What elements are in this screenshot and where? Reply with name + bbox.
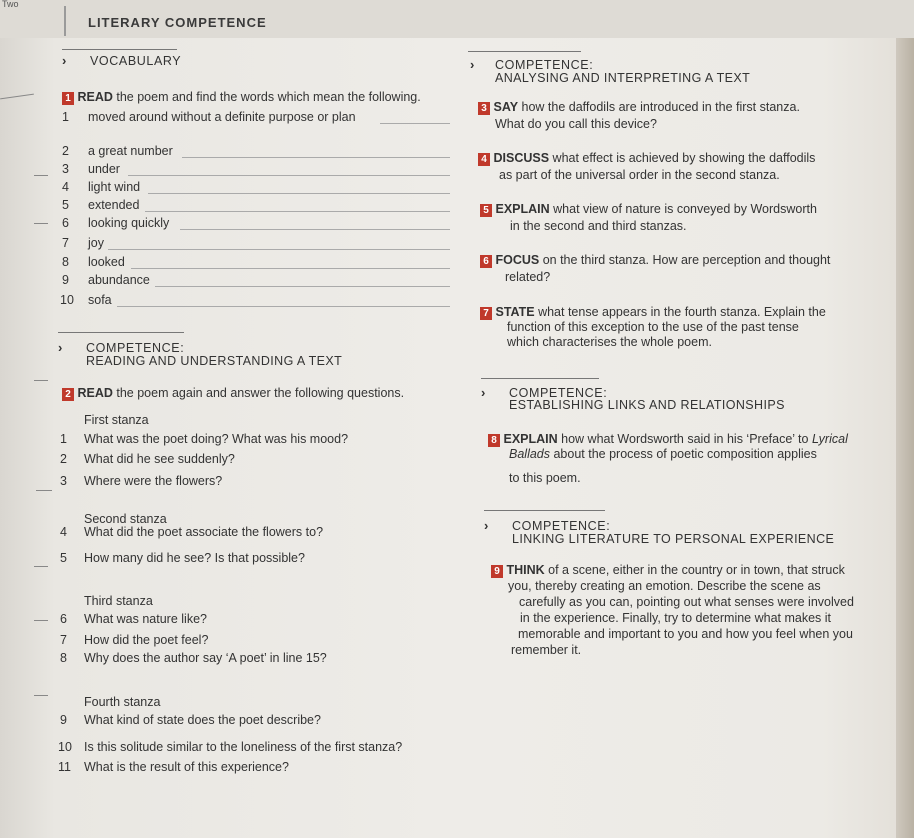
question-number: 5 bbox=[60, 551, 67, 565]
page-title: LITERARY COMPETENCE bbox=[88, 15, 267, 30]
exercise-text: of a scene, either in the country or in town, that struck bbox=[544, 563, 845, 577]
question-text: How did the poet feel? bbox=[84, 633, 209, 647]
chevron-right-icon: › bbox=[58, 340, 63, 355]
question-text: Why does the author say ‘A poet’ in line 15? bbox=[84, 651, 327, 665]
answer-line bbox=[108, 249, 450, 250]
exercise-number: 1 bbox=[62, 92, 74, 105]
margin-mark bbox=[34, 380, 48, 381]
exercise-number: 8 bbox=[488, 434, 500, 447]
question-number: 1 bbox=[60, 432, 67, 446]
exercise-text: how the daffodils are introduced in the first stanza. bbox=[518, 100, 800, 114]
chevron-right-icon: › bbox=[62, 53, 67, 68]
question-text: Where were the flowers? bbox=[84, 474, 223, 488]
header-divider bbox=[64, 6, 66, 36]
stanza-title: Fourth stanza bbox=[84, 695, 161, 709]
question-number: 4 bbox=[60, 525, 67, 539]
answer-line bbox=[380, 123, 450, 124]
exercise-text: carefully as you can, pointing out what senses were involved bbox=[519, 595, 854, 609]
vocabulary-definition: looked bbox=[88, 255, 125, 269]
exercise-number: 9 bbox=[491, 565, 503, 578]
personal-competence: COMPETENCE: bbox=[512, 519, 611, 533]
exercise-text: about the process of poetic composition applies bbox=[550, 447, 817, 461]
exercise-verb: READ bbox=[77, 90, 113, 104]
vocabulary-number: 2 bbox=[62, 144, 69, 158]
exercise-text: What do you call this device? bbox=[495, 117, 657, 131]
exercise-text: the poem and find the words which mean the following. bbox=[112, 90, 421, 104]
margin-mark bbox=[0, 94, 34, 100]
vocabulary-number: 1 bbox=[62, 110, 69, 124]
vocabulary-definition: under bbox=[88, 162, 120, 176]
question-number: 10 bbox=[58, 740, 72, 754]
analysing-rule bbox=[468, 51, 581, 52]
vocabulary-number: 10 bbox=[60, 293, 74, 307]
margin-mark bbox=[34, 223, 48, 224]
question-text: How many did he see? Is that possible? bbox=[84, 551, 305, 565]
answer-line bbox=[180, 229, 450, 230]
corner-text: Two bbox=[2, 0, 19, 9]
answer-line bbox=[148, 193, 450, 194]
exercise-verb: DISCUSS bbox=[493, 151, 550, 165]
margin-mark bbox=[36, 490, 52, 491]
vocabulary-number: 5 bbox=[62, 198, 69, 212]
question-number: 11 bbox=[58, 760, 71, 774]
exercise-5 bbox=[480, 202, 817, 217]
exercise-8-line-2 bbox=[509, 447, 817, 461]
stanza-title: First stanza bbox=[84, 413, 149, 427]
vocabulary-definition: extended bbox=[88, 198, 140, 212]
exercise-text: what view of nature is conveyed by Wordsworth bbox=[549, 202, 817, 216]
exercise-text-italic: Lyrical bbox=[811, 432, 848, 446]
vocabulary-rule bbox=[62, 49, 177, 50]
exercise-4 bbox=[478, 151, 815, 166]
analysing-subtitle: ANALYSING AND INTERPRETING A TEXT bbox=[495, 71, 751, 85]
exercise-1 bbox=[62, 90, 421, 105]
page-edge bbox=[896, 0, 914, 838]
answer-line bbox=[128, 175, 450, 176]
vocabulary-definition: abundance bbox=[88, 273, 150, 287]
question-number: 3 bbox=[60, 474, 67, 488]
margin-mark bbox=[34, 175, 48, 176]
question-number: 8 bbox=[60, 651, 67, 665]
answer-line bbox=[131, 268, 450, 269]
exercise-text: the poem again and answer the following questions. bbox=[112, 386, 405, 400]
exercise-text: on the third stanza. How are perception and thought bbox=[539, 253, 831, 267]
answer-line bbox=[155, 286, 450, 287]
links-competence: COMPETENCE: bbox=[509, 386, 608, 400]
margin-mark bbox=[34, 695, 48, 696]
exercise-text: how what Wordsworth said in his ‘Preface’ to bbox=[557, 432, 812, 446]
vocabulary-definition: light wind bbox=[88, 180, 141, 194]
exercise-text: related? bbox=[505, 270, 551, 284]
exercise-number: 2 bbox=[62, 388, 74, 401]
vocabulary-definition: moved around without a definite purpose or plan bbox=[88, 110, 356, 124]
exercise-text: memorable and important to you and how you feel when you bbox=[518, 627, 853, 641]
question-text: Is this solitude similar to the loneliness of the first stanza? bbox=[84, 740, 403, 754]
links-rule bbox=[481, 378, 599, 379]
question-number: 2 bbox=[60, 452, 67, 466]
exercise-verb: SAY bbox=[493, 100, 519, 114]
vocabulary-definition: a great number bbox=[88, 144, 173, 158]
vocabulary-number: 4 bbox=[62, 180, 69, 194]
reading-subtitle: READING AND UNDERSTANDING A TEXT bbox=[86, 354, 343, 368]
exercise-verb: EXPLAIN bbox=[495, 202, 550, 216]
reading-rule bbox=[58, 332, 184, 333]
question-text: What is the result of this experience? bbox=[84, 760, 289, 774]
question-text: What was nature like? bbox=[84, 612, 207, 626]
exercise-text: what effect is achieved by showing the daffodils bbox=[549, 151, 816, 165]
exercise-number: 4 bbox=[478, 153, 490, 166]
answer-line bbox=[145, 211, 450, 212]
exercise-verb: THINK bbox=[506, 563, 545, 577]
exercise-text: what tense appears in the fourth stanza. Explain the bbox=[534, 305, 826, 319]
vocabulary-number: 7 bbox=[62, 236, 69, 250]
question-number: 9 bbox=[60, 713, 67, 727]
exercise-text: in the second and third stanzas. bbox=[510, 219, 687, 233]
question-text: What did he see suddenly? bbox=[84, 452, 235, 466]
exercise-2 bbox=[62, 386, 404, 401]
exercise-8 bbox=[488, 432, 848, 447]
exercise-text: in the experience. Finally, try to determine what makes it bbox=[520, 611, 832, 625]
exercise-text: you, thereby creating an emotion. Describe the scene as bbox=[508, 579, 821, 593]
exercise-9-line-1 bbox=[491, 563, 845, 578]
reading-competence: COMPETENCE: bbox=[86, 341, 185, 355]
exercise-number: 3 bbox=[478, 102, 490, 115]
question-text: What kind of state does the poet describe? bbox=[84, 713, 321, 727]
vocabulary-definition: sofa bbox=[88, 293, 112, 307]
vocabulary-label: VOCABULARY bbox=[90, 54, 182, 68]
question-text: What did the poet associate the flowers to? bbox=[84, 525, 324, 539]
analysing-competence: COMPETENCE: bbox=[495, 58, 594, 72]
vocabulary-number: 6 bbox=[62, 216, 69, 230]
margin-mark bbox=[34, 620, 48, 621]
exercise-7 bbox=[480, 305, 826, 320]
exercise-text: as part of the universal order in the second stanza. bbox=[499, 168, 780, 182]
exercise-text: remember it. bbox=[511, 643, 582, 657]
exercise-verb: READ bbox=[77, 386, 113, 400]
stanza-title: Third stanza bbox=[84, 594, 153, 608]
vocabulary-number: 3 bbox=[62, 162, 69, 176]
exercise-number: 7 bbox=[480, 307, 492, 320]
exercise-verb: STATE bbox=[495, 305, 535, 319]
vocabulary-definition: joy bbox=[88, 236, 104, 250]
vocabulary-number: 9 bbox=[62, 273, 69, 287]
exercise-verb: EXPLAIN bbox=[503, 432, 558, 446]
exercise-8-line-3: to this poem. bbox=[509, 471, 581, 485]
answer-line bbox=[117, 306, 450, 307]
exercise-text: which characterises the whole poem. bbox=[507, 335, 712, 349]
question-number: 7 bbox=[60, 633, 67, 647]
question-text: What was the poet doing? What was his mood? bbox=[84, 432, 349, 446]
vocabulary-number: 8 bbox=[62, 255, 69, 269]
exercise-3 bbox=[478, 100, 800, 115]
personal-rule bbox=[484, 510, 605, 511]
exercise-text-italic: Ballads bbox=[509, 447, 550, 461]
links-subtitle: ESTABLISHING LINKS AND RELATIONSHIPS bbox=[509, 398, 785, 412]
chevron-right-icon: › bbox=[470, 57, 475, 72]
question-number: 6 bbox=[60, 612, 67, 626]
answer-line bbox=[182, 157, 450, 158]
vocabulary-definition: looking quickly bbox=[88, 216, 170, 230]
exercise-number: 5 bbox=[480, 204, 492, 217]
exercise-number: 6 bbox=[480, 255, 492, 268]
exercise-6 bbox=[480, 253, 830, 268]
exercise-verb: FOCUS bbox=[495, 253, 540, 267]
chevron-right-icon: › bbox=[481, 385, 486, 400]
margin-mark bbox=[34, 566, 48, 567]
personal-subtitle: LINKING LITERATURE TO PERSONAL EXPERIENCE bbox=[512, 532, 835, 546]
chevron-right-icon: › bbox=[484, 518, 489, 533]
exercise-text: function of this exception to the use of the past tense bbox=[507, 320, 799, 334]
stanza-title: Second stanza bbox=[84, 512, 167, 526]
